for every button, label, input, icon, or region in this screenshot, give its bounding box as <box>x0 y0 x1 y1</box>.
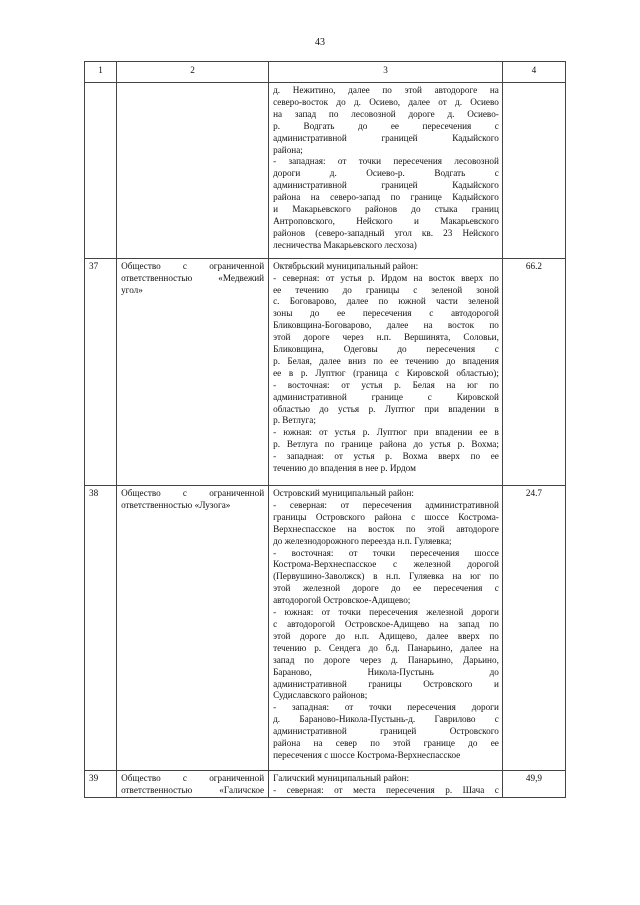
table-body <box>85 62 566 798</box>
description-cell <box>269 770 503 797</box>
organization-cell <box>117 83 269 259</box>
description-line: - западная: от точки пересечения лесовозной <box>273 156 499 167</box>
description-cell <box>269 258 503 485</box>
description-line: р. Ветлуга; <box>273 415 316 426</box>
description-line: р. Белая, далее вниз по ее течению до впадения <box>273 355 499 366</box>
area-cell <box>502 486 565 771</box>
description-line: ее в р. Луптюг (граница с Кировской областью); <box>273 367 499 378</box>
header-cell-1: 1 <box>85 62 117 83</box>
description-line: Верхнеспасское на восток по этой автодороге <box>273 523 499 534</box>
description-line: районов (северо-западный угол кв. 23 Нейского <box>273 227 499 238</box>
description-line: - восточная: от устья р. Белая на юг по <box>273 379 499 390</box>
table-header-row <box>85 62 566 83</box>
table-row <box>85 258 566 485</box>
description-line: Кострома-Верхнеспасское с железной дорогой <box>273 559 499 570</box>
description-line: Бараново, Никола-Пустынь до <box>273 666 499 677</box>
description-line: - северная: от устья р. Ирдом на восток вверх по <box>273 272 499 283</box>
area-value: 24.7 <box>525 488 542 498</box>
description-line: на запад по лесовозной дороге д. Осиево- <box>273 108 499 119</box>
description-line: административной границей Кадыйского <box>273 180 499 191</box>
organization-line: ответственностью «Медвежий <box>121 272 265 283</box>
row-number-cell <box>85 486 117 771</box>
description-line: района; <box>273 144 303 155</box>
description-line: административной границей Островского <box>273 726 499 737</box>
table-row <box>85 486 566 771</box>
description-line: этой дороге через н.п. Вершинята, Соловьи, <box>273 332 499 343</box>
organization-line: угол» <box>121 284 143 295</box>
description-cell <box>269 486 503 771</box>
table-row <box>85 83 566 259</box>
description-line: автодорогой Островское-Адищево; <box>273 595 411 606</box>
description-cell <box>269 83 503 259</box>
description-line: административной границе с Кировской <box>273 391 499 402</box>
description-line: - западная: от устья р. Вохма вверх по ее <box>273 451 499 462</box>
organization-line: Общество с ограниченной <box>121 772 265 783</box>
description-line: - западная: от точки пересечения дороги <box>273 702 499 713</box>
description-line: дороги д. Осиево-р. Водгать с <box>273 168 499 179</box>
organization-line: Общество с ограниченной <box>121 260 265 271</box>
description-line: этой железной дороге до ее пересечения с <box>273 583 499 594</box>
description-line: с автодорогой Островское-Адищево на запад по <box>273 618 499 629</box>
header-cell-2: 2 <box>117 62 269 83</box>
row-number: 39 <box>89 772 99 783</box>
organization-cell <box>117 770 269 797</box>
description-line: пересечения с шоссе Кострома-Верхнеспасское <box>273 749 461 760</box>
organization-line: Общество с ограниченной <box>121 488 265 498</box>
description-line: - южная: от устья р. Луптюг при впадении ее в <box>273 427 499 438</box>
header-cell-4: 4 <box>502 62 565 83</box>
area-cell <box>502 83 565 259</box>
description-line: Островский муниципальный район: <box>273 488 414 498</box>
description-line: р. Ветлуга по границе района до устья р. Вохма; <box>273 439 499 450</box>
description-line: Антроповского, Нейского и Макарьевского <box>273 215 499 226</box>
description-line: запад по дороге через д. Панарьино, Дарьино, <box>273 654 499 665</box>
organization-cell <box>117 258 269 485</box>
description-line: до железнодорожного переезда н.п. Гуляевка; <box>273 535 452 546</box>
row-number: 37 <box>89 260 99 271</box>
description-line: д. Бараново-Никола-Пустынь-д. Гаврилово с <box>273 714 499 725</box>
area-value: 66.2 <box>525 260 542 271</box>
description-line: - северная: от места пересечения р. Шача с <box>273 784 499 795</box>
description-line: административной границы Островского и <box>273 678 499 689</box>
description-line: административной границей Кадыйского <box>273 132 499 143</box>
area-cell <box>502 258 565 485</box>
description-line: с. Боговарово, далее по южной части зеленой <box>273 296 499 307</box>
description-line: Судиславского районов; <box>273 690 368 701</box>
area-cell <box>502 770 565 797</box>
description-line: и Макарьевского районов до стыка границ <box>273 204 499 215</box>
row-number-cell <box>85 258 117 485</box>
description-line: района на север по этой границе до ее <box>273 738 499 749</box>
description-line: Галичский муниципальный район: <box>273 772 410 783</box>
description-line: района на северо-запад по границе Кадыйского <box>273 192 499 203</box>
description-line: ее течению до границы с зеленой зоной <box>273 284 499 295</box>
row-number-cell <box>85 83 117 259</box>
row-number-cell <box>85 770 117 797</box>
description-line: течению до впадения в нее р. Ирдом <box>273 463 416 474</box>
districts-table <box>84 61 566 798</box>
description-line: Бликовщина-Боговарово, далее на восток по <box>273 320 499 331</box>
description-line: зоны до ее пересечения с автодорогой <box>273 308 499 319</box>
description-line: этой дороге до н.п. Адищево, далее вверх по <box>273 630 499 641</box>
header-cell-3: 3 <box>269 62 503 83</box>
description-line: р. Водгать до ее пересечения с <box>273 120 499 131</box>
description-line: - южная: от точки пересечения железной дороги <box>273 607 499 618</box>
description-line: - восточная: от точки пересечения шоссе <box>273 547 499 558</box>
organization-line: ответственностью «Лузога» <box>121 499 231 510</box>
description-line: д. Нежитино, далее по этой автодороге на <box>273 85 499 95</box>
description-line: областью до устья р. Луптюг при впадении в <box>273 403 499 414</box>
table-row <box>85 770 566 797</box>
page-number: 43 <box>315 37 325 48</box>
description-line: лесничества Макарьевского лесхоза) <box>273 239 417 250</box>
description-line: (Первушино-Заволжск) в н.п. Гуляевка на юг по <box>273 571 499 582</box>
description-line: - северная: от пересечения административной <box>273 499 499 510</box>
organization-line: ответственностью «Галичское <box>121 784 265 795</box>
organization-cell <box>117 486 269 771</box>
description-line: течению р. Сендега до б.д. Панарьино, далее на <box>273 642 499 653</box>
description-line: Октябрьский муниципальный район: <box>273 260 419 271</box>
area-value: 49,9 <box>525 772 542 783</box>
description-line: границы Островского района с шоссе Кострома- <box>273 511 499 522</box>
description-line: Бликовщина, Одеговы до пересечения с <box>273 344 499 355</box>
description-line: северо-восток до д. Осиево, далее от д. Осиево <box>273 96 499 107</box>
row-number: 38 <box>89 488 99 498</box>
